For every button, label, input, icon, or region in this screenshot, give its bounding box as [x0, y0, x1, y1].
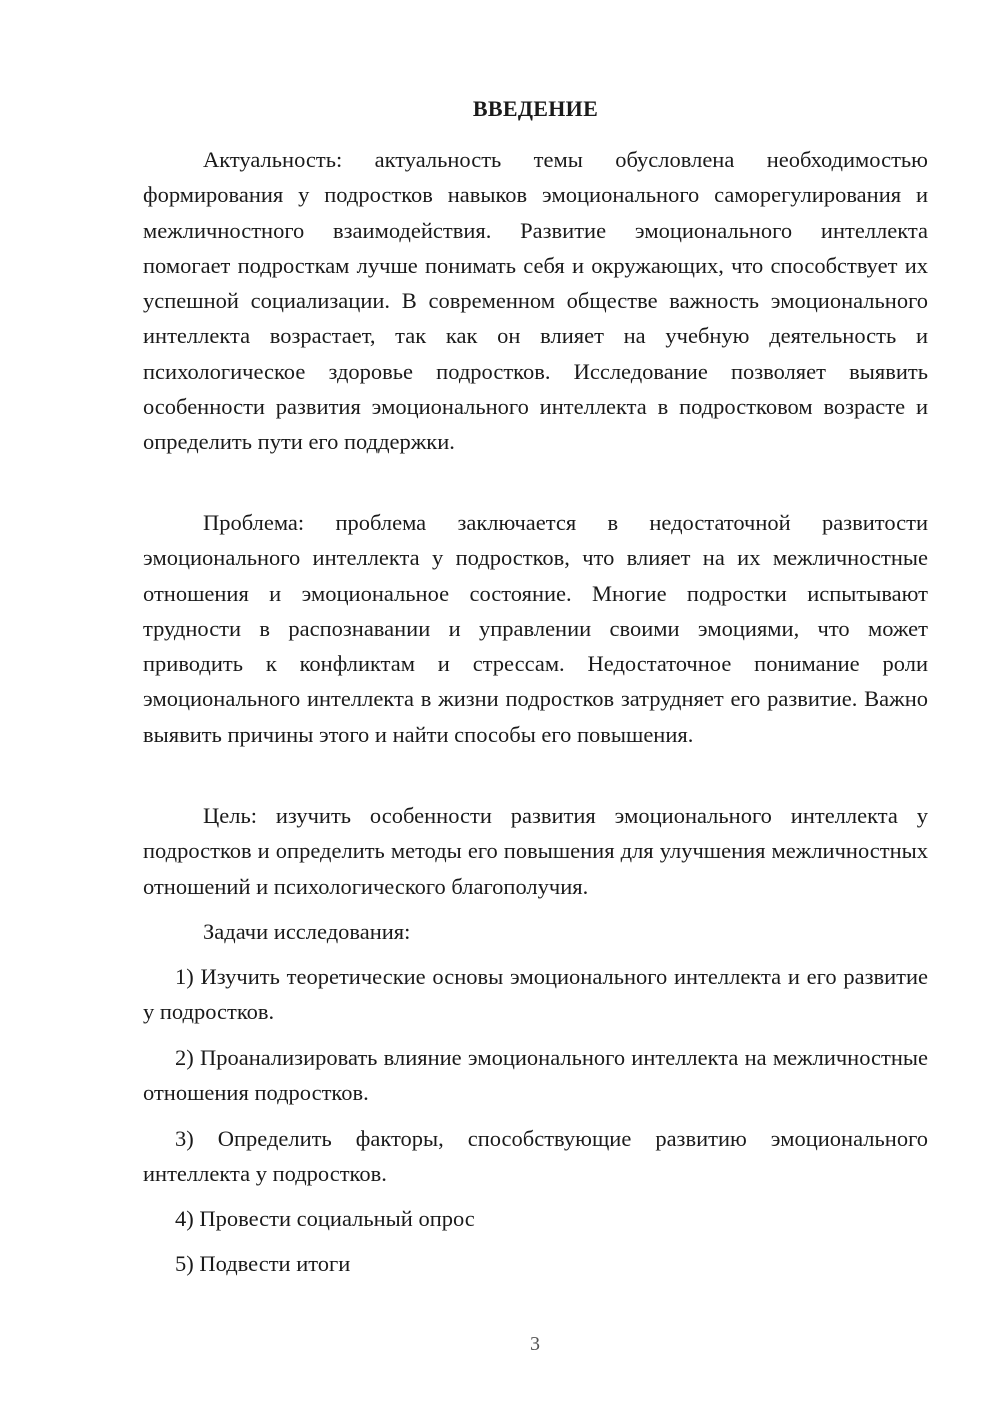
tasks-intro: Задачи исследования: — [203, 919, 411, 944]
page-number: 3 — [530, 1333, 540, 1355]
task-item: 5) Подвести итоги — [175, 1251, 351, 1276]
paragraph-goal: Цель: изучить особенности развития эмоционального интеллекта у подростков и определить методы его повышения для улучшения межличностных отношений и психологического благополучия. — [143, 803, 928, 899]
section-heading: ВВЕДЕНИЕ — [472, 96, 599, 121]
paragraph-problem: Проблема: проблема заключается в недостаточной развитости эмоционального интеллекта у подростков, что влияет на их межличностные отношения и эмоциональное состояние. Многие подростки испытывают трудности в распознавании и управлении своими эмоциями, что может приводить к конфликтам и стрессам. Недостаточное понимание роли эмоционального интеллекта в жизни подростков затрудняет его развитие. Важно выявить причины этого и найти способы его повышения. — [143, 510, 928, 747]
task-item: 3) Определить факторы, способствующие развитию эмоционального интеллекта у подростков. — [143, 1126, 928, 1187]
task-item: 4) Провести социальный опрос — [175, 1206, 475, 1231]
task-item: 1) Изучить теоретические основы эмоционального интеллекта и его развитие у подростков. — [143, 964, 928, 1025]
paragraph-relevance: Актуальность: актуальность темы обусловлена необходимостью формирования у подростков навыков эмоционального саморегулирования и межличностного взаимодействия. Развитие эмоционального интеллекта помогает подросткам лучше понимать себя и окружающих, что способствует их успешной социализации. В современном обществе важность эмоционального интеллекта возрастает, так как он влияет на учебную деятельность и психологическое здоровье подростков. Исследование позволяет выявить особенности развития эмоционального интеллекта в подростковом возрасте и определить пути его поддержки. — [143, 147, 928, 455]
task-item: 2) Проанализировать влияние эмоционального интеллекта на межличностные отношения подростков. — [143, 1045, 928, 1106]
